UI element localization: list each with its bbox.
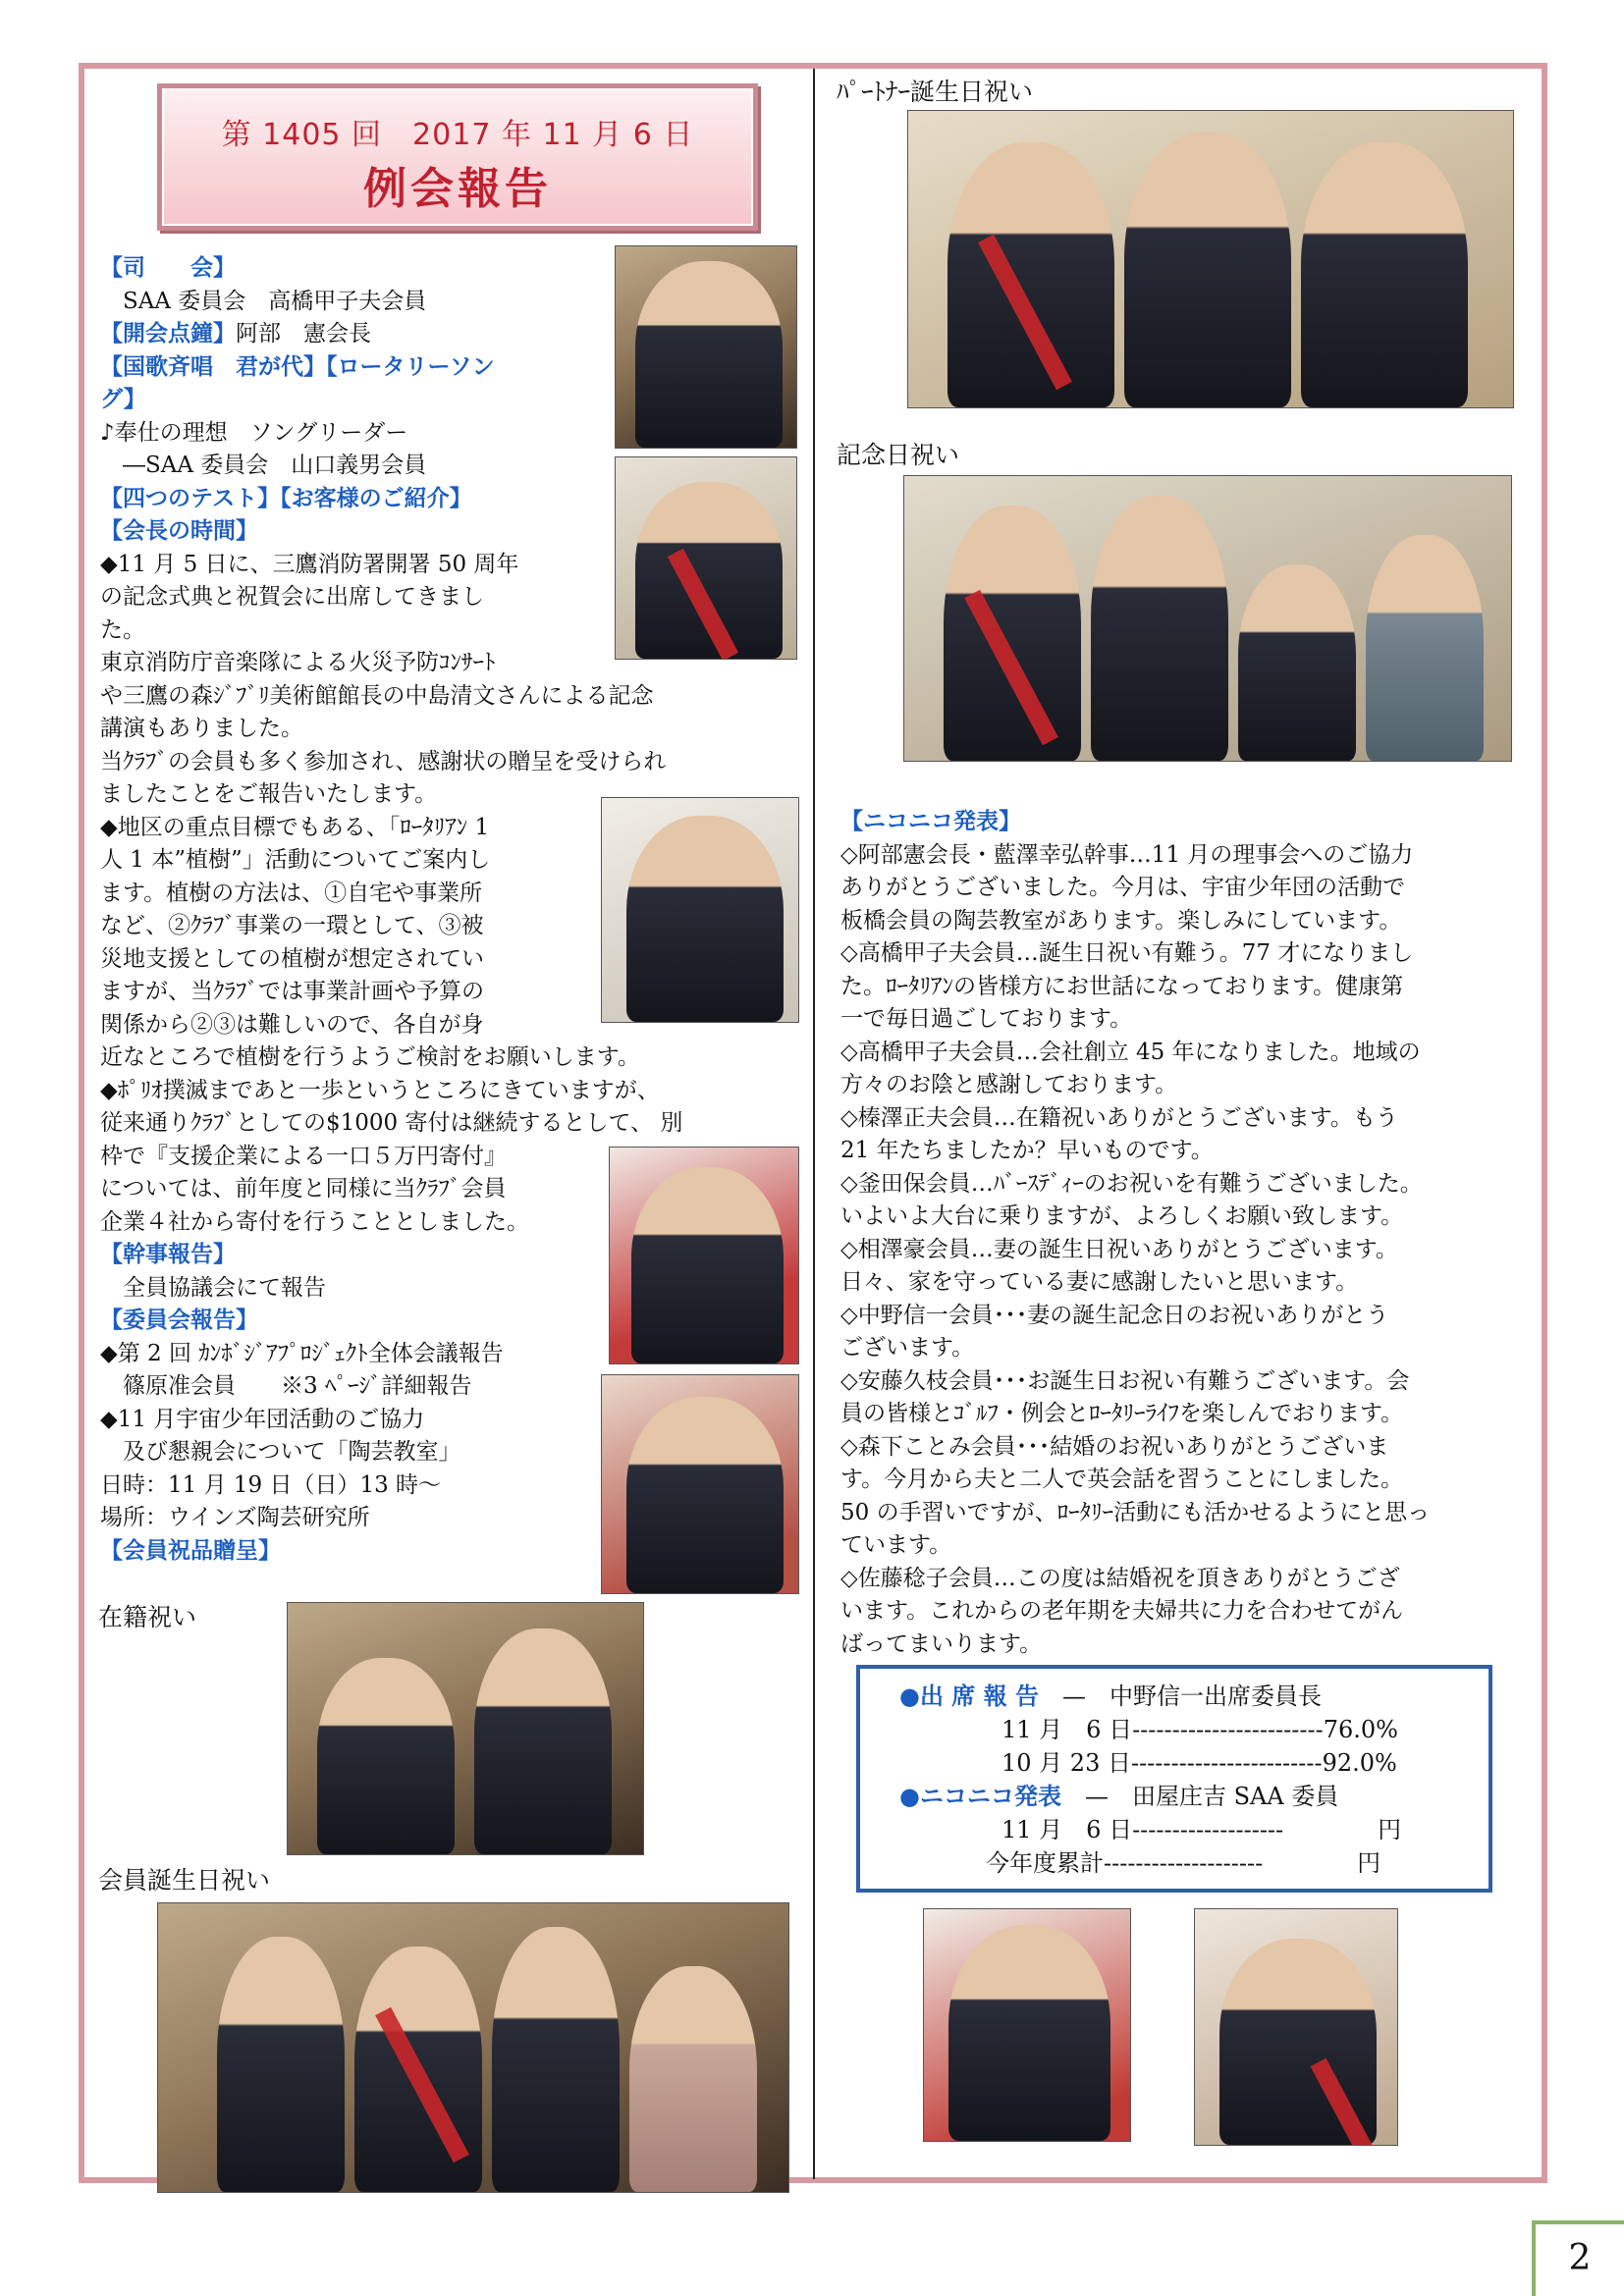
page-number: 2 (1532, 2220, 1624, 2296)
left-line: 場所：ウインズ陶芸研究所 (100, 1505, 370, 1530)
left-line: 近なところで植樹を行うようご検討をお願いします。 (100, 1044, 640, 1070)
right-line: 21 年たちましたか？早いものです。 (840, 1138, 1214, 1163)
column-divider (813, 69, 815, 2179)
left-line: 【国歌斉唱 君が代】【ロータリーソン (100, 353, 495, 380)
left-line: 【委員会報告】 (100, 1308, 258, 1333)
niko-saa: 田屋庄吉 SAA 委員 (1131, 1783, 1339, 1810)
left-line: ◆11 月 5 日に、三鷹消防署開署 50 周年 (100, 551, 519, 577)
right-line: 板橋会員の陶芸教室があります。楽しみにしています。 (840, 907, 1402, 934)
left-line: 【幹事報告】 (100, 1242, 236, 1267)
photo-speaker-1 (601, 797, 799, 1023)
right-line: す。今月から夫と二人で英会話を習うことにしました。 (840, 1467, 1404, 1492)
right-line: 方々のお陰と感謝しております。 (840, 1072, 1178, 1097)
left-line: 当ｸﾗﾌﾞの会員も多く参加され、感謝状の贈呈を受けられ (100, 748, 667, 774)
caption-partner-birthday: ﾊﾟｰﾄﾅｰ誕生日祝い (837, 78, 1034, 106)
photo-speaker-3 (601, 1374, 799, 1594)
caption-zaiseki: 在籍祝い (98, 1603, 197, 1631)
niko-row-total: 今年度累計-------------------- 円 (986, 1849, 1381, 1877)
niko-title: ニコニコ発表 (919, 1783, 1061, 1810)
niko-row-nov6: 11 月 6 日------------------- 円 (1001, 1816, 1402, 1843)
left-line: ます。植樹の方法は、①自宅や事業所 (100, 880, 483, 906)
left-line: については、前年度と同様に当ｸﾗﾌﾞ会員 (100, 1176, 507, 1201)
left-line: 枠で『支援企業による一口５万円寄付』 (100, 1143, 507, 1169)
left-line: 及び懇親会について「陶芸教室」 (100, 1439, 461, 1465)
right-line: ◇相澤豪会員…妻の誕生日祝いありがとうございます。 (840, 1236, 1398, 1262)
left-line: グ】 (100, 387, 146, 412)
photo-president-portrait (615, 456, 797, 660)
right-line: ◇榛澤正夫会員…在籍祝いありがとうございます。もう (840, 1104, 1398, 1131)
right-line: ◇佐藤稔子会員…この度は結婚祝を頂きありがとうござ (840, 1565, 1400, 1591)
attendance-report-box (856, 1665, 1492, 1893)
left-line: 講演もありました。 (100, 716, 303, 741)
left-line: ◆地区の重点目標でもある、「ﾛｰﾀﾘｱﾝ 1 (100, 814, 490, 840)
right-line: ◇森下ことみ会員･･･結婚のお祝いありがとうございま (840, 1433, 1389, 1460)
right-line: ございます。 (840, 1335, 975, 1361)
left-line: ◆11 月宇宙少年団活動のご協力 (100, 1406, 425, 1432)
attendance-row-nov6: 11 月 6 日------------------------76.0% (1001, 1716, 1398, 1743)
left-line: SAA 委員会 高橋甲子夫会員 (100, 288, 427, 314)
right-line: 【ニコニコ発表】 (840, 809, 1021, 834)
report-title-box (157, 83, 758, 231)
right-line: ◇安藤久枝会員･･･お誕生日お祝い有難うございます。会 (840, 1367, 1410, 1394)
left-line: 篠原准会員 ※3 ﾍﾟｰｼﾞ詳細報告 (100, 1373, 472, 1399)
left-line: 企業４社から寄付を行うこととしました。 (100, 1208, 529, 1235)
attendance-row-oct23: 10 月 23 日------------------------92.0% (1001, 1749, 1397, 1777)
right-line: ばってまいります。 (840, 1630, 1043, 1657)
left-line: ♪奉仕の理想 ソングリーダー (100, 419, 408, 446)
attendance-chair: 中野信一出席委員長 (1110, 1682, 1323, 1710)
niko-title-row: ●ニコニコ発表 — 田屋庄吉 SAA 委員 (899, 1783, 1339, 1810)
photo-zaiseki-celebration (287, 1602, 644, 1855)
left-line: 従来通りｸﾗﾌﾞとしての$1000 寄付は継続するとして、 別 (100, 1110, 683, 1136)
left-line: ますが、当ｸﾗﾌﾞでは事業計画や予算の (100, 979, 484, 1004)
right-line: 50 の手習いですが、ﾛｰﾀﾘｰ活動にも活かせるようにと思っ (840, 1499, 1431, 1525)
caption-kinenbi: 記念日祝い (837, 441, 960, 469)
photo-partner-birthday (907, 110, 1514, 408)
left-line: ◆第 2 回 ｶﾝﾎﾞｼﾞｱﾌﾟﾛｼﾞｪｸﾄ全体会議報告 (100, 1340, 504, 1366)
right-line: た。ﾛｰﾀﾘｱﾝの皆様方にお世話になっております。健康第 (840, 973, 1404, 999)
left-line: ―SAA 委員会 山口義男会員 (100, 453, 427, 478)
caption-member-birthday: 会員誕生日祝い (98, 1866, 271, 1895)
right-line: ◇阿部憲会長・藍澤幸弘幹事…11 月の理事会へのご協力 (840, 841, 1414, 868)
left-line: 【会員祝品贈呈】 (100, 1537, 281, 1564)
left-line: 【開会点鐘】阿部 憲会長 (100, 321, 371, 347)
left-line: 【四つのテスト】【お客様のご紹介】 (100, 485, 472, 511)
photo-saa-member (1194, 1908, 1398, 2146)
left-line: た。 (100, 616, 145, 643)
left-line: の記念式典と祝賀会に出席してきまし (100, 584, 484, 610)
right-line: ありがとうございました。今月は、宇宙少年団の活動で (840, 875, 1405, 900)
right-line: 員の皆様とｺﾞﾙﾌ・例会とﾛｰﾀﾘｰﾗｲﾌを楽しんでおります。 (840, 1401, 1404, 1426)
attendance-title: 出 席 報 告 (919, 1682, 1040, 1710)
left-line: 人 1 本”植樹”」活動についてご案内し (100, 847, 491, 873)
photo-speaker-2 (609, 1147, 799, 1364)
left-line: 災地支援としての植樹が想定されてい (100, 945, 484, 972)
left-line: 【司 会】 (100, 255, 236, 281)
photo-attendance-chair (923, 1908, 1131, 2142)
left-line: や三鷹の森ｼﾞﾌﾞﾘ美術館館長の中島清文さんによる記念 (100, 682, 654, 709)
photo-kinenbi (903, 475, 1512, 762)
left-line: 【会長の時間】 (100, 518, 258, 544)
left-line: ましたことをご報告いたします。 (100, 781, 438, 807)
left-line: 関係から②③は難しいので、各自が身 (100, 1011, 484, 1038)
right-line: ています。 (840, 1532, 952, 1558)
right-line: 日々、家を守っている妻に感謝したいと思います。 (840, 1269, 1359, 1295)
right-line: 一で毎日過ごしております。 (840, 1006, 1133, 1032)
right-line: います。これからの老年期を夫婦共に力を合わせてがん (840, 1598, 1404, 1624)
right-line: ◇高橋甲子夫会員…会社創立 45 年になりました。地域の (840, 1039, 1421, 1065)
photo-chair-portrait (615, 245, 797, 449)
left-line: 全員協議会にて報告 (100, 1274, 326, 1301)
attendance-title-row: ●出 席 報 告 — 中野信一出席委員長 (899, 1682, 1323, 1710)
report-title: 例会報告 (363, 164, 552, 214)
right-line: ◇中野信一会員･･･妻の誕生記念日のお祝いありがとう (840, 1302, 1389, 1328)
meeting-date-title: 第 1405 回 2017 年 11 月 6 日 (221, 118, 694, 152)
left-line: 東京消防庁音楽隊による火災予防ｺﾝｻｰﾄ (100, 650, 496, 675)
left-line: など、②ｸﾗﾌﾞ事業の一環として、③被 (100, 913, 484, 938)
right-line: いよいよ大台に乗りますが、よろしくお願い致します。 (840, 1203, 1404, 1229)
left-line: 日時：11 月 19 日（日）13 時～ (100, 1471, 442, 1498)
right-line: ◇釜田保会員…ﾊﾞｰｽﾃﾞｨｰのお祝いを有難うございました。 (840, 1170, 1423, 1197)
left-line: ◆ﾎﾟﾘｵ撲滅まであと一歩というところにきていますが、 (100, 1077, 660, 1103)
photo-member-birthday (157, 1902, 789, 2193)
right-line: ◇高橋甲子夫会員…誕生日祝い有難う。77 才になりまし (840, 940, 1414, 966)
